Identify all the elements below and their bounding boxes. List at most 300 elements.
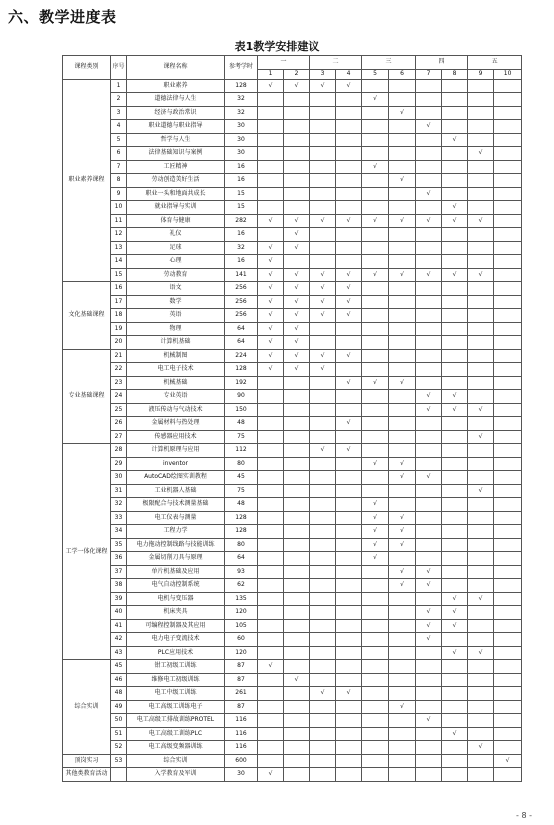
hours-cell: 15 [225, 187, 258, 201]
term-3-cell [310, 417, 336, 431]
term-2-cell [284, 214, 310, 228]
term-6-cell [389, 592, 416, 606]
table-row [63, 741, 522, 755]
checkmark-icon: √ [478, 405, 483, 413]
checkmark-icon: √ [400, 216, 404, 224]
col-header-no: 序号 [111, 56, 127, 80]
table-row [63, 619, 522, 633]
term-4-cell [336, 268, 362, 282]
term-6-cell [389, 457, 416, 471]
term-10-cell [494, 228, 522, 242]
term-4-cell [336, 619, 362, 633]
term-10-cell [494, 106, 522, 120]
term-5-cell [362, 403, 389, 417]
term-3-cell [310, 768, 336, 782]
term-5-cell [362, 106, 389, 120]
term-9-cell [468, 525, 494, 539]
checkmark-icon: √ [478, 216, 483, 224]
term-2-cell [284, 471, 310, 485]
term-3-cell [310, 754, 336, 768]
term-3-cell [310, 147, 336, 161]
term-4-cell [336, 79, 362, 93]
table-row [63, 633, 522, 647]
term-2-cell [284, 295, 310, 309]
term-3-cell [310, 700, 336, 714]
term-1-cell [258, 417, 284, 431]
term-8-cell [442, 268, 468, 282]
term-10-cell [494, 727, 522, 741]
term-9-cell [468, 309, 494, 323]
hours-cell: 32 [225, 241, 258, 255]
term-9-cell [468, 457, 494, 471]
course-name-cell: 专业英语 [127, 390, 225, 404]
term-7-cell [416, 660, 442, 674]
term-8-cell [442, 538, 468, 552]
term-4-cell [336, 457, 362, 471]
checkmark-icon: √ [426, 621, 431, 629]
term-5-cell [362, 727, 389, 741]
term-9-cell [468, 579, 494, 593]
term-2-cell [284, 403, 310, 417]
term-1-cell [258, 646, 284, 660]
hours-cell: 120 [225, 606, 258, 620]
table-row [63, 93, 522, 107]
term-6-cell [389, 376, 416, 390]
term-9-cell [468, 120, 494, 134]
term-9-cell [468, 201, 494, 215]
checkmark-icon: √ [452, 135, 457, 143]
term-9-cell [468, 363, 494, 377]
row-number-cell: 36 [111, 552, 127, 566]
term-7-cell [416, 673, 442, 687]
course-name-cell: 语文 [127, 282, 225, 296]
row-number-cell: 52 [111, 741, 127, 755]
checkmark-icon: √ [373, 527, 377, 535]
term-2-cell [284, 538, 310, 552]
term-6-cell [389, 322, 416, 336]
row-number-cell: 10 [111, 201, 127, 215]
course-name-cell: 电工电子技术 [127, 363, 225, 377]
hours-cell: 192 [225, 376, 258, 390]
term-6-cell [389, 349, 416, 363]
term-5-cell [362, 660, 389, 674]
hours-cell: 45 [225, 471, 258, 485]
checkmark-icon: √ [320, 689, 325, 697]
table-row [63, 201, 522, 215]
term-5-cell [362, 552, 389, 566]
term-4-cell [336, 93, 362, 107]
term-9-cell [468, 565, 494, 579]
term-4-cell [336, 390, 362, 404]
row-number-cell: 1 [111, 79, 127, 93]
term-5-cell [362, 160, 389, 174]
term-9-cell [468, 417, 494, 431]
row-number-cell: 20 [111, 336, 127, 350]
term-10-cell [494, 660, 522, 674]
term-3-cell [310, 79, 336, 93]
term-9-cell [468, 660, 494, 674]
hours-cell: 128 [225, 363, 258, 377]
hours-cell: 150 [225, 403, 258, 417]
term-2-cell [284, 147, 310, 161]
term-1-cell [258, 228, 284, 242]
page-number: - 8 - [516, 811, 532, 820]
table-row [63, 484, 522, 498]
term-6-cell [389, 511, 416, 525]
term-3-cell [310, 268, 336, 282]
term-1-cell [258, 619, 284, 633]
term-4-cell [336, 484, 362, 498]
col-header-category: 课程类别 [63, 56, 111, 80]
term-6-cell [389, 754, 416, 768]
hours-cell: 16 [225, 255, 258, 269]
term-1-cell [258, 660, 284, 674]
term-1-cell [258, 633, 284, 647]
term-7-cell [416, 741, 442, 755]
course-name-cell: 钳工初级工训练 [127, 660, 225, 674]
term-7-cell [416, 106, 442, 120]
hours-cell: 261 [225, 687, 258, 701]
term-3-cell [310, 471, 336, 485]
checkmark-icon: √ [505, 756, 510, 764]
term-3-cell [310, 363, 336, 377]
col-header-term-3: 3 [310, 69, 336, 79]
term-2-cell [284, 106, 310, 120]
table-row [63, 727, 522, 741]
term-10-cell [494, 309, 522, 323]
term-6-cell [389, 187, 416, 201]
hours-cell: 80 [225, 457, 258, 471]
table-row [63, 673, 522, 687]
row-number-cell: 24 [111, 390, 127, 404]
course-name-cell: 维修电工初级训练 [127, 673, 225, 687]
term-3-cell [310, 349, 336, 363]
checkmark-icon: √ [294, 284, 299, 292]
table-row [63, 187, 522, 201]
course-name-cell: 体育与健康 [127, 214, 225, 228]
term-7-cell [416, 349, 442, 363]
checkmark-icon: √ [373, 162, 377, 170]
checkmark-icon: √ [373, 378, 377, 386]
term-4-cell [336, 147, 362, 161]
term-2-cell [284, 93, 310, 107]
term-9-cell [468, 187, 494, 201]
checkmark-icon: √ [426, 473, 431, 481]
col-header-year-2: 二 [310, 56, 362, 70]
hours-cell: 282 [225, 214, 258, 228]
term-3-cell [310, 673, 336, 687]
term-3-cell [310, 282, 336, 296]
term-7-cell [416, 295, 442, 309]
term-6-cell [389, 646, 416, 660]
term-4-cell [336, 498, 362, 512]
table-row [63, 700, 522, 714]
checkmark-icon: √ [294, 324, 299, 332]
term-10-cell [494, 336, 522, 350]
term-2-cell [284, 579, 310, 593]
checkmark-icon: √ [320, 351, 325, 359]
row-number-cell: 22 [111, 363, 127, 377]
table-row [63, 336, 522, 350]
row-number-cell [111, 768, 127, 782]
term-5-cell [362, 754, 389, 768]
term-3-cell [310, 187, 336, 201]
hours-cell: 93 [225, 565, 258, 579]
term-10-cell [494, 646, 522, 660]
term-4-cell [336, 160, 362, 174]
course-name-cell: 电工高级工排故训练PROTEL [127, 714, 225, 728]
term-2-cell [284, 255, 310, 269]
term-1-cell [258, 147, 284, 161]
term-6-cell [389, 120, 416, 134]
term-9-cell [468, 754, 494, 768]
term-8-cell [442, 187, 468, 201]
term-3-cell [310, 498, 336, 512]
course-name-cell: 电气自动控制系统 [127, 579, 225, 593]
checkmark-icon: √ [268, 284, 273, 292]
term-8-cell [442, 619, 468, 633]
course-name-cell: 经济与政治常识 [127, 106, 225, 120]
row-number-cell: 4 [111, 120, 127, 134]
term-2-cell [284, 363, 310, 377]
term-7-cell [416, 444, 442, 458]
checkmark-icon: √ [400, 378, 404, 386]
col-header-year-3: 三 [362, 56, 416, 70]
term-6-cell [389, 538, 416, 552]
term-8-cell [442, 606, 468, 620]
hours-cell: 256 [225, 282, 258, 296]
term-5-cell [362, 228, 389, 242]
term-8-cell [442, 673, 468, 687]
table-row [63, 511, 522, 525]
table-row [63, 268, 522, 282]
checkmark-icon: √ [400, 108, 404, 116]
term-1-cell [258, 201, 284, 215]
term-4-cell [336, 660, 362, 674]
term-2-cell [284, 592, 310, 606]
term-1-cell [258, 309, 284, 323]
checkmark-icon: √ [268, 324, 273, 332]
checkmark-icon: √ [373, 513, 377, 521]
hours-cell: 16 [225, 174, 258, 188]
term-10-cell [494, 552, 522, 566]
course-name-cell: 英语 [127, 309, 225, 323]
hours-cell: 64 [225, 336, 258, 350]
term-3-cell [310, 484, 336, 498]
checkmark-icon: √ [294, 351, 299, 359]
schedule-body [63, 79, 522, 781]
term-5-cell [362, 673, 389, 687]
term-3-cell [310, 687, 336, 701]
term-2-cell [284, 201, 310, 215]
term-7-cell [416, 768, 442, 782]
checkmark-icon: √ [400, 581, 404, 589]
term-9-cell [468, 133, 494, 147]
term-6-cell [389, 174, 416, 188]
term-9-cell [468, 619, 494, 633]
row-number-cell: 53 [111, 754, 127, 768]
term-6-cell [389, 714, 416, 728]
term-7-cell [416, 700, 442, 714]
checkmark-icon: √ [400, 513, 404, 521]
course-name-cell: 工匠精神 [127, 160, 225, 174]
term-9-cell [468, 727, 494, 741]
term-2-cell [284, 754, 310, 768]
col-header-term-4: 4 [336, 69, 362, 79]
term-9-cell [468, 268, 494, 282]
term-5-cell [362, 714, 389, 728]
term-6-cell [389, 282, 416, 296]
checkmark-icon: √ [346, 446, 351, 454]
hours-cell: 105 [225, 619, 258, 633]
category-cell: 文化基础课程 [63, 282, 111, 350]
term-5-cell [362, 322, 389, 336]
term-4-cell [336, 187, 362, 201]
term-4-cell [336, 403, 362, 417]
term-3-cell [310, 430, 336, 444]
term-10-cell [494, 687, 522, 701]
col-header-term-9: 9 [468, 69, 494, 79]
term-5-cell [362, 700, 389, 714]
checkmark-icon: √ [268, 216, 273, 224]
row-number-cell: 2 [111, 93, 127, 107]
course-name-cell: 计算机原理与应用 [127, 444, 225, 458]
course-name-cell: 法律基础知识与案例 [127, 147, 225, 161]
term-5-cell [362, 241, 389, 255]
category-cell: 顶岗实习 [63, 754, 111, 768]
term-2-cell [284, 120, 310, 134]
table-row [63, 241, 522, 255]
hours-cell: 60 [225, 633, 258, 647]
term-3-cell [310, 214, 336, 228]
term-1-cell [258, 268, 284, 282]
term-8-cell [442, 376, 468, 390]
checkmark-icon: √ [268, 243, 273, 251]
course-name-cell: 可编程控制器及其应用 [127, 619, 225, 633]
term-6-cell [389, 201, 416, 215]
term-5-cell [362, 484, 389, 498]
checkmark-icon: √ [452, 216, 457, 224]
checkmark-icon: √ [452, 729, 457, 737]
term-3-cell [310, 241, 336, 255]
term-6-cell [389, 160, 416, 174]
term-1-cell [258, 606, 284, 620]
term-9-cell [468, 336, 494, 350]
term-7-cell [416, 727, 442, 741]
term-3-cell [310, 376, 336, 390]
term-9-cell [468, 376, 494, 390]
col-header-term-10: 10 [494, 69, 522, 79]
checkmark-icon: √ [346, 284, 351, 292]
term-1-cell [258, 376, 284, 390]
term-5-cell [362, 336, 389, 350]
term-10-cell [494, 417, 522, 431]
term-7-cell [416, 174, 442, 188]
hours-cell: 116 [225, 727, 258, 741]
term-7-cell [416, 417, 442, 431]
term-9-cell [468, 295, 494, 309]
table-row [63, 471, 522, 485]
term-7-cell [416, 606, 442, 620]
term-3-cell [310, 538, 336, 552]
term-4-cell [336, 606, 362, 620]
term-3-cell [310, 228, 336, 242]
term-8-cell [442, 525, 468, 539]
term-2-cell [284, 727, 310, 741]
row-number-cell: 27 [111, 430, 127, 444]
term-3-cell [310, 174, 336, 188]
row-number-cell: 3 [111, 106, 127, 120]
category-cell: 综合实训 [63, 660, 111, 755]
checkmark-icon: √ [294, 243, 299, 251]
course-name-cell: PLC应用技术 [127, 646, 225, 660]
checkmark-icon: √ [373, 270, 377, 278]
table-row [63, 363, 522, 377]
row-number-cell: 9 [111, 187, 127, 201]
term-10-cell [494, 268, 522, 282]
checkmark-icon: √ [478, 648, 483, 656]
term-4-cell [336, 538, 362, 552]
course-name-cell: 职业一头和地面共成长 [127, 187, 225, 201]
term-10-cell [494, 471, 522, 485]
term-3-cell [310, 295, 336, 309]
term-2-cell [284, 768, 310, 782]
checkmark-icon: √ [400, 527, 404, 535]
course-name-cell: 金属切削刀具与原理 [127, 552, 225, 566]
table-row [63, 282, 522, 296]
row-number-cell: 46 [111, 673, 127, 687]
hours-cell: 30 [225, 147, 258, 161]
term-10-cell [494, 511, 522, 525]
term-1-cell [258, 592, 284, 606]
term-10-cell [494, 741, 522, 755]
term-2-cell [284, 444, 310, 458]
term-2-cell [284, 673, 310, 687]
term-7-cell [416, 376, 442, 390]
term-8-cell [442, 444, 468, 458]
checkmark-icon: √ [400, 702, 404, 710]
table-row [63, 214, 522, 228]
term-2-cell [284, 511, 310, 525]
hours-cell: 64 [225, 322, 258, 336]
checkmark-icon: √ [426, 216, 431, 224]
term-10-cell [494, 133, 522, 147]
term-3-cell [310, 633, 336, 647]
term-10-cell [494, 430, 522, 444]
term-8-cell [442, 336, 468, 350]
checkmark-icon: √ [426, 567, 431, 575]
term-4-cell [336, 592, 362, 606]
checkmark-icon: √ [478, 594, 483, 602]
checkmark-icon: √ [268, 338, 273, 346]
term-5-cell [362, 606, 389, 620]
row-number-cell: 28 [111, 444, 127, 458]
term-5-cell [362, 687, 389, 701]
term-2-cell [284, 376, 310, 390]
term-2-cell [284, 390, 310, 404]
course-name-cell: 机械制图 [127, 349, 225, 363]
course-name-cell: 电工仪表与测量 [127, 511, 225, 525]
hours-cell: 30 [225, 133, 258, 147]
term-5-cell [362, 214, 389, 228]
term-1-cell [258, 538, 284, 552]
term-3-cell [310, 592, 336, 606]
term-5-cell [362, 174, 389, 188]
checkmark-icon: √ [426, 635, 431, 643]
col-header-term-2: 2 [284, 69, 310, 79]
term-6-cell [389, 673, 416, 687]
table-row [63, 687, 522, 701]
